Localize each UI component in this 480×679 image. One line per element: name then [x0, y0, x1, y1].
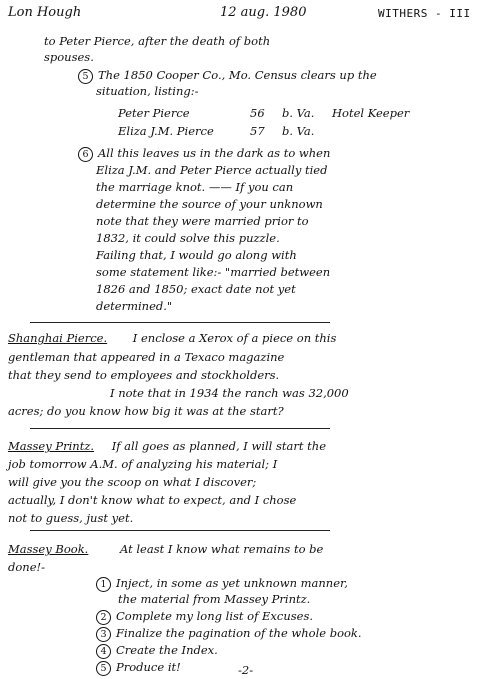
census-age: 57 — [250, 124, 265, 138]
section-title: Shanghai Pierce. — [8, 331, 108, 345]
census-occupation: Hotel Keeper — [332, 106, 410, 120]
item-number: 5 — [96, 661, 111, 676]
item-number: 3 — [96, 627, 111, 642]
body-line: determine the source of your unknown — [96, 197, 323, 211]
section-divider — [30, 428, 330, 429]
todo-text: Inject, in some as yet unknown manner, — [116, 576, 348, 590]
body-line: that they send to employees and stockholders. — [8, 368, 280, 382]
body-line: I note that in 1934 the ranch was 32,000 — [110, 386, 349, 400]
section-title: Massey Book. — [8, 542, 89, 556]
todo-text: Finalize the pagination of the whole book. — [116, 626, 362, 640]
body-line: some statement like:- "married between — [96, 265, 331, 279]
body-line: the marriage knot. —— If you can — [96, 180, 294, 194]
body-line: Failing that, I would go along with — [96, 248, 297, 262]
body-line: 1832, it could solve this puzzle. — [96, 231, 280, 245]
census-age: 56 — [250, 106, 265, 120]
body-line: The 1850 Cooper Co., Mo. Census clears up the — [98, 68, 377, 82]
todo-item-3 — [96, 626, 362, 642]
todo-text: Produce it! — [116, 660, 181, 674]
body-line: spouses. — [44, 50, 94, 64]
census-name: Eliza J.M. Pierce — [118, 124, 214, 138]
body-line: job tomorrow A.M. of analyzing his material; I — [8, 457, 278, 471]
section-title: Massey Printz. — [8, 439, 95, 453]
document-id: WITHERS - III — [378, 7, 471, 20]
todo-continuation: the material from Massey Printz. — [118, 592, 311, 606]
body-line: gentleman that appeared in a Texaco magazine — [8, 350, 285, 364]
massey-book-section — [8, 542, 323, 556]
body-line: acres; do you know how big it was at the start? — [8, 404, 284, 418]
list-item-6 — [78, 146, 330, 162]
item-number: 6 — [78, 147, 93, 162]
author-name: Lon Hough — [8, 5, 82, 20]
shanghai-pierce-section — [8, 331, 336, 345]
item-number: 2 — [96, 610, 111, 625]
census-birth: b. Va. — [282, 106, 315, 120]
body-line: actually, I don't know what to expect, and I chose — [8, 493, 297, 507]
body-line: situation, listing:- — [96, 84, 199, 98]
item-number: 1 — [96, 577, 111, 592]
census-name: Peter Pierce — [118, 106, 190, 120]
body-line: determined." — [96, 299, 173, 313]
todo-text: Create the Index. — [116, 643, 218, 657]
body-line: If all goes as planned, I will start the — [111, 439, 327, 453]
census-birth: b. Va. — [282, 124, 315, 138]
item-number: 5 — [78, 69, 93, 84]
item-number: 4 — [96, 644, 111, 659]
todo-item-5 — [96, 660, 181, 676]
body-line: I enclose a Xerox of a piece on this — [132, 331, 337, 345]
body-line: note that they were married prior to — [96, 214, 309, 228]
census-row — [118, 106, 409, 120]
page-number: -2- — [238, 663, 254, 677]
letter-date: 12 aug. 1980 — [220, 5, 307, 20]
todo-text: Complete my long list of Excuses. — [116, 609, 313, 623]
todo-item-2 — [96, 609, 313, 625]
body-line: Eliza J.M. and Peter Pierce actually tied — [96, 163, 328, 177]
list-item-5 — [78, 68, 377, 84]
massey-printz-section — [8, 439, 326, 453]
body-line: All this leaves us in the dark as to when — [98, 146, 331, 160]
body-line: done!- — [8, 560, 46, 574]
body-line: to Peter Pierce, after the death of both — [44, 34, 271, 48]
census-row — [118, 124, 332, 138]
body-line: At least I know what remains to be — [119, 542, 324, 556]
body-line: will give you the scoop on what I discover; — [8, 475, 257, 489]
body-line: not to guess, just yet. — [8, 511, 134, 525]
section-divider — [30, 322, 330, 323]
body-line: 1826 and 1850; exact date not yet — [96, 282, 296, 296]
todo-item-1 — [96, 576, 348, 592]
section-divider — [30, 530, 330, 531]
todo-item-4 — [96, 643, 218, 659]
